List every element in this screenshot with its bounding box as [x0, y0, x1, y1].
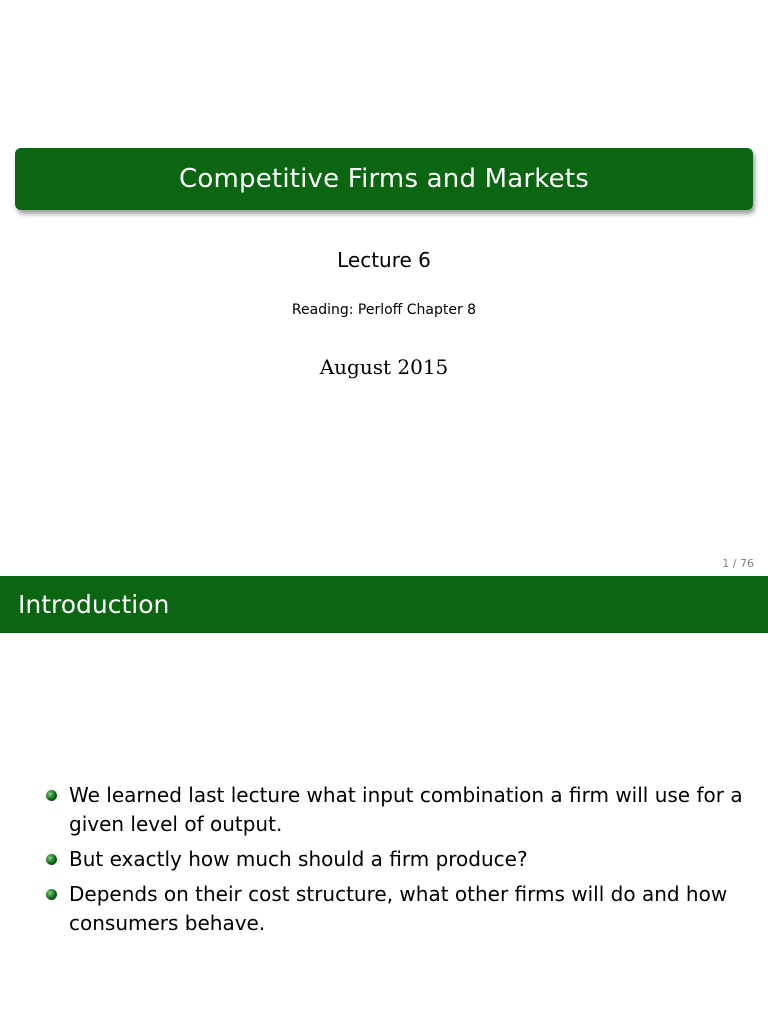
- green-ball-icon: [46, 889, 57, 900]
- bullet-list: [44, 781, 744, 944]
- introduction-slide: [0, 576, 768, 1024]
- reading-note: Reading: Perloff Chapter 8: [291, 302, 477, 318]
- bullet-text: We learned last lecture what input combination a firm will use for a given level of output.: [69, 783, 743, 836]
- page-number: 1 / 76: [722, 557, 754, 570]
- frame-title: Introduction: [18, 590, 170, 619]
- bullet-text: Depends on their cost structure, what other firms will do and how consumers behave.: [69, 882, 728, 935]
- presentation-title: Competitive Firms and Markets: [179, 164, 589, 194]
- list-item: [44, 845, 744, 874]
- lecture-subtitle: Lecture 6: [337, 248, 431, 272]
- list-item: [44, 781, 744, 839]
- presentation-date: August 2015: [319, 355, 449, 379]
- frame-title-bar: [0, 576, 768, 633]
- list-item: [44, 880, 744, 938]
- green-ball-icon: [46, 854, 57, 865]
- green-ball-icon: [46, 790, 57, 801]
- title-banner: [15, 148, 753, 210]
- bullet-text: But exactly how much should a firm produce?: [69, 847, 528, 871]
